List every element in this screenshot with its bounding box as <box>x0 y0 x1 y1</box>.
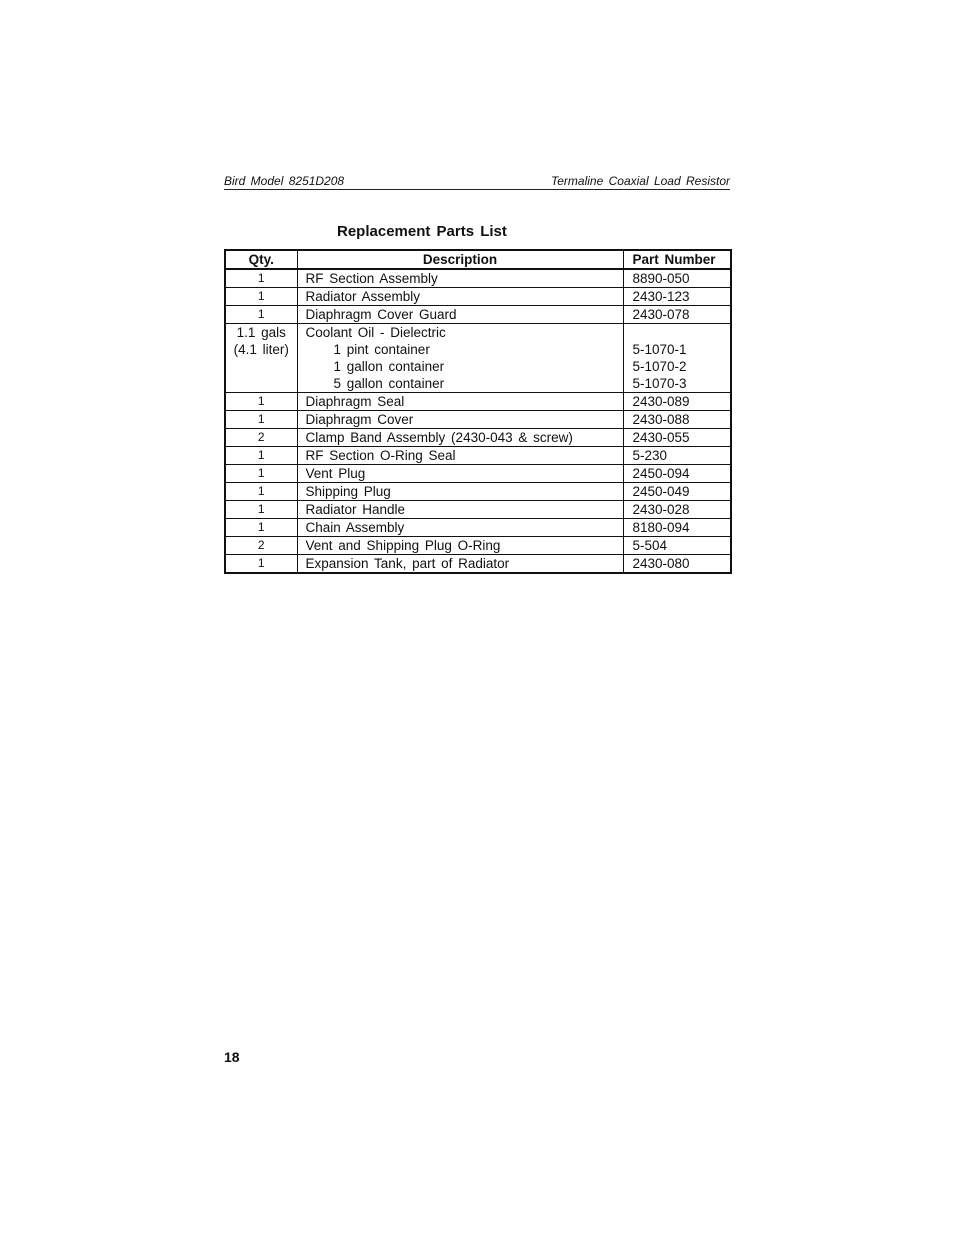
description-sub-item: 5 gallon container <box>333 376 445 391</box>
table-row <box>225 306 731 324</box>
table-row <box>225 465 731 483</box>
description-cell: Vent Plug <box>297 465 623 483</box>
table-row <box>225 537 731 555</box>
qty-cell: 2 <box>225 429 297 447</box>
description-cell: Diaphragm Cover Guard <box>297 306 623 324</box>
description-cell: RF Section O-Ring Seal <box>297 447 623 465</box>
qty-cell: 1 <box>225 465 297 483</box>
qty-volume-gallons: 1.1 gals <box>236 325 286 340</box>
part-number-cell: 2430-089 <box>623 393 731 411</box>
qty-cell: 1 <box>225 447 297 465</box>
table-header-row <box>225 250 731 269</box>
running-header <box>224 174 730 190</box>
part-number-cell: 5-230 <box>623 447 731 465</box>
part-number-cell <box>623 324 731 393</box>
part-number-cell: 2430-088 <box>623 411 731 429</box>
qty-cell: 2 <box>225 537 297 555</box>
description-sub-item: 1 gallon container <box>333 359 445 374</box>
qty-cell: 1 <box>225 555 297 574</box>
table-row <box>225 288 731 306</box>
qty-cell: 1 <box>225 411 297 429</box>
part-number-cell: 8890-050 <box>623 269 731 288</box>
qty-cell: 1 <box>225 483 297 501</box>
column-header-qty: Qty. <box>225 250 297 269</box>
qty-cell: 1 <box>225 288 297 306</box>
page-number: 18 <box>224 1049 240 1065</box>
qty-volume-liters: (4.1 liter) <box>233 342 289 357</box>
column-header-description: Description <box>297 250 623 269</box>
description-cell: Diaphragm Cover <box>297 411 623 429</box>
qty-cell: 1 <box>225 306 297 324</box>
qty-cell: 1 <box>225 269 297 288</box>
table-row <box>225 269 731 288</box>
part-number-cell: 5-504 <box>623 537 731 555</box>
part-number-sub-item: 5-1070-2 <box>632 359 687 374</box>
column-header-part-number: Part Number <box>623 250 731 269</box>
table-row <box>225 519 731 537</box>
part-number-cell: 2430-080 <box>623 555 731 574</box>
part-number-sub-item: 5-1070-1 <box>632 342 687 357</box>
qty-cell: 1 <box>225 393 297 411</box>
description-cell: Radiator Handle <box>297 501 623 519</box>
description-cell <box>297 324 623 393</box>
description-cell: Diaphragm Seal <box>297 393 623 411</box>
description-cell: Radiator Assembly <box>297 288 623 306</box>
table-row <box>225 501 731 519</box>
description-cell: Clamp Band Assembly (2430-043 & screw) <box>297 429 623 447</box>
qty-cell: 1 <box>225 501 297 519</box>
page-title: Replacement Parts List <box>337 223 507 240</box>
part-number-cell: 2450-094 <box>623 465 731 483</box>
description-cell: Expansion Tank, part of Radiator <box>297 555 623 574</box>
qty-cell <box>225 324 297 393</box>
description-cell: Shipping Plug <box>297 483 623 501</box>
table-row <box>225 393 731 411</box>
part-number-cell: 8180-094 <box>623 519 731 537</box>
header-model: Bird Model 8251D208 <box>224 174 345 188</box>
part-number-cell: 2430-055 <box>623 429 731 447</box>
parts-table <box>224 249 732 574</box>
description-cell: RF Section Assembly <box>297 269 623 288</box>
part-number-cell: 2450-049 <box>623 483 731 501</box>
part-number-cell: 2430-078 <box>623 306 731 324</box>
part-number-sub-item: 5-1070-3 <box>632 376 687 391</box>
table-row <box>225 411 731 429</box>
part-number-cell: 2430-028 <box>623 501 731 519</box>
part-number-blank <box>633 324 731 341</box>
table-row <box>225 555 731 574</box>
description-main: Coolant Oil - Dielectric <box>305 325 446 340</box>
description-cell: Vent and Shipping Plug O-Ring <box>297 537 623 555</box>
part-number-cell: 2430-123 <box>623 288 731 306</box>
qty-cell: 1 <box>225 519 297 537</box>
description-cell: Chain Assembly <box>297 519 623 537</box>
table-row <box>225 429 731 447</box>
table-row-coolant-oil <box>225 324 731 393</box>
table-row <box>225 447 731 465</box>
description-sub-item: 1 pint container <box>333 342 430 357</box>
table-row <box>225 483 731 501</box>
header-product: Termaline Coaxial Load Resistor <box>551 174 730 188</box>
